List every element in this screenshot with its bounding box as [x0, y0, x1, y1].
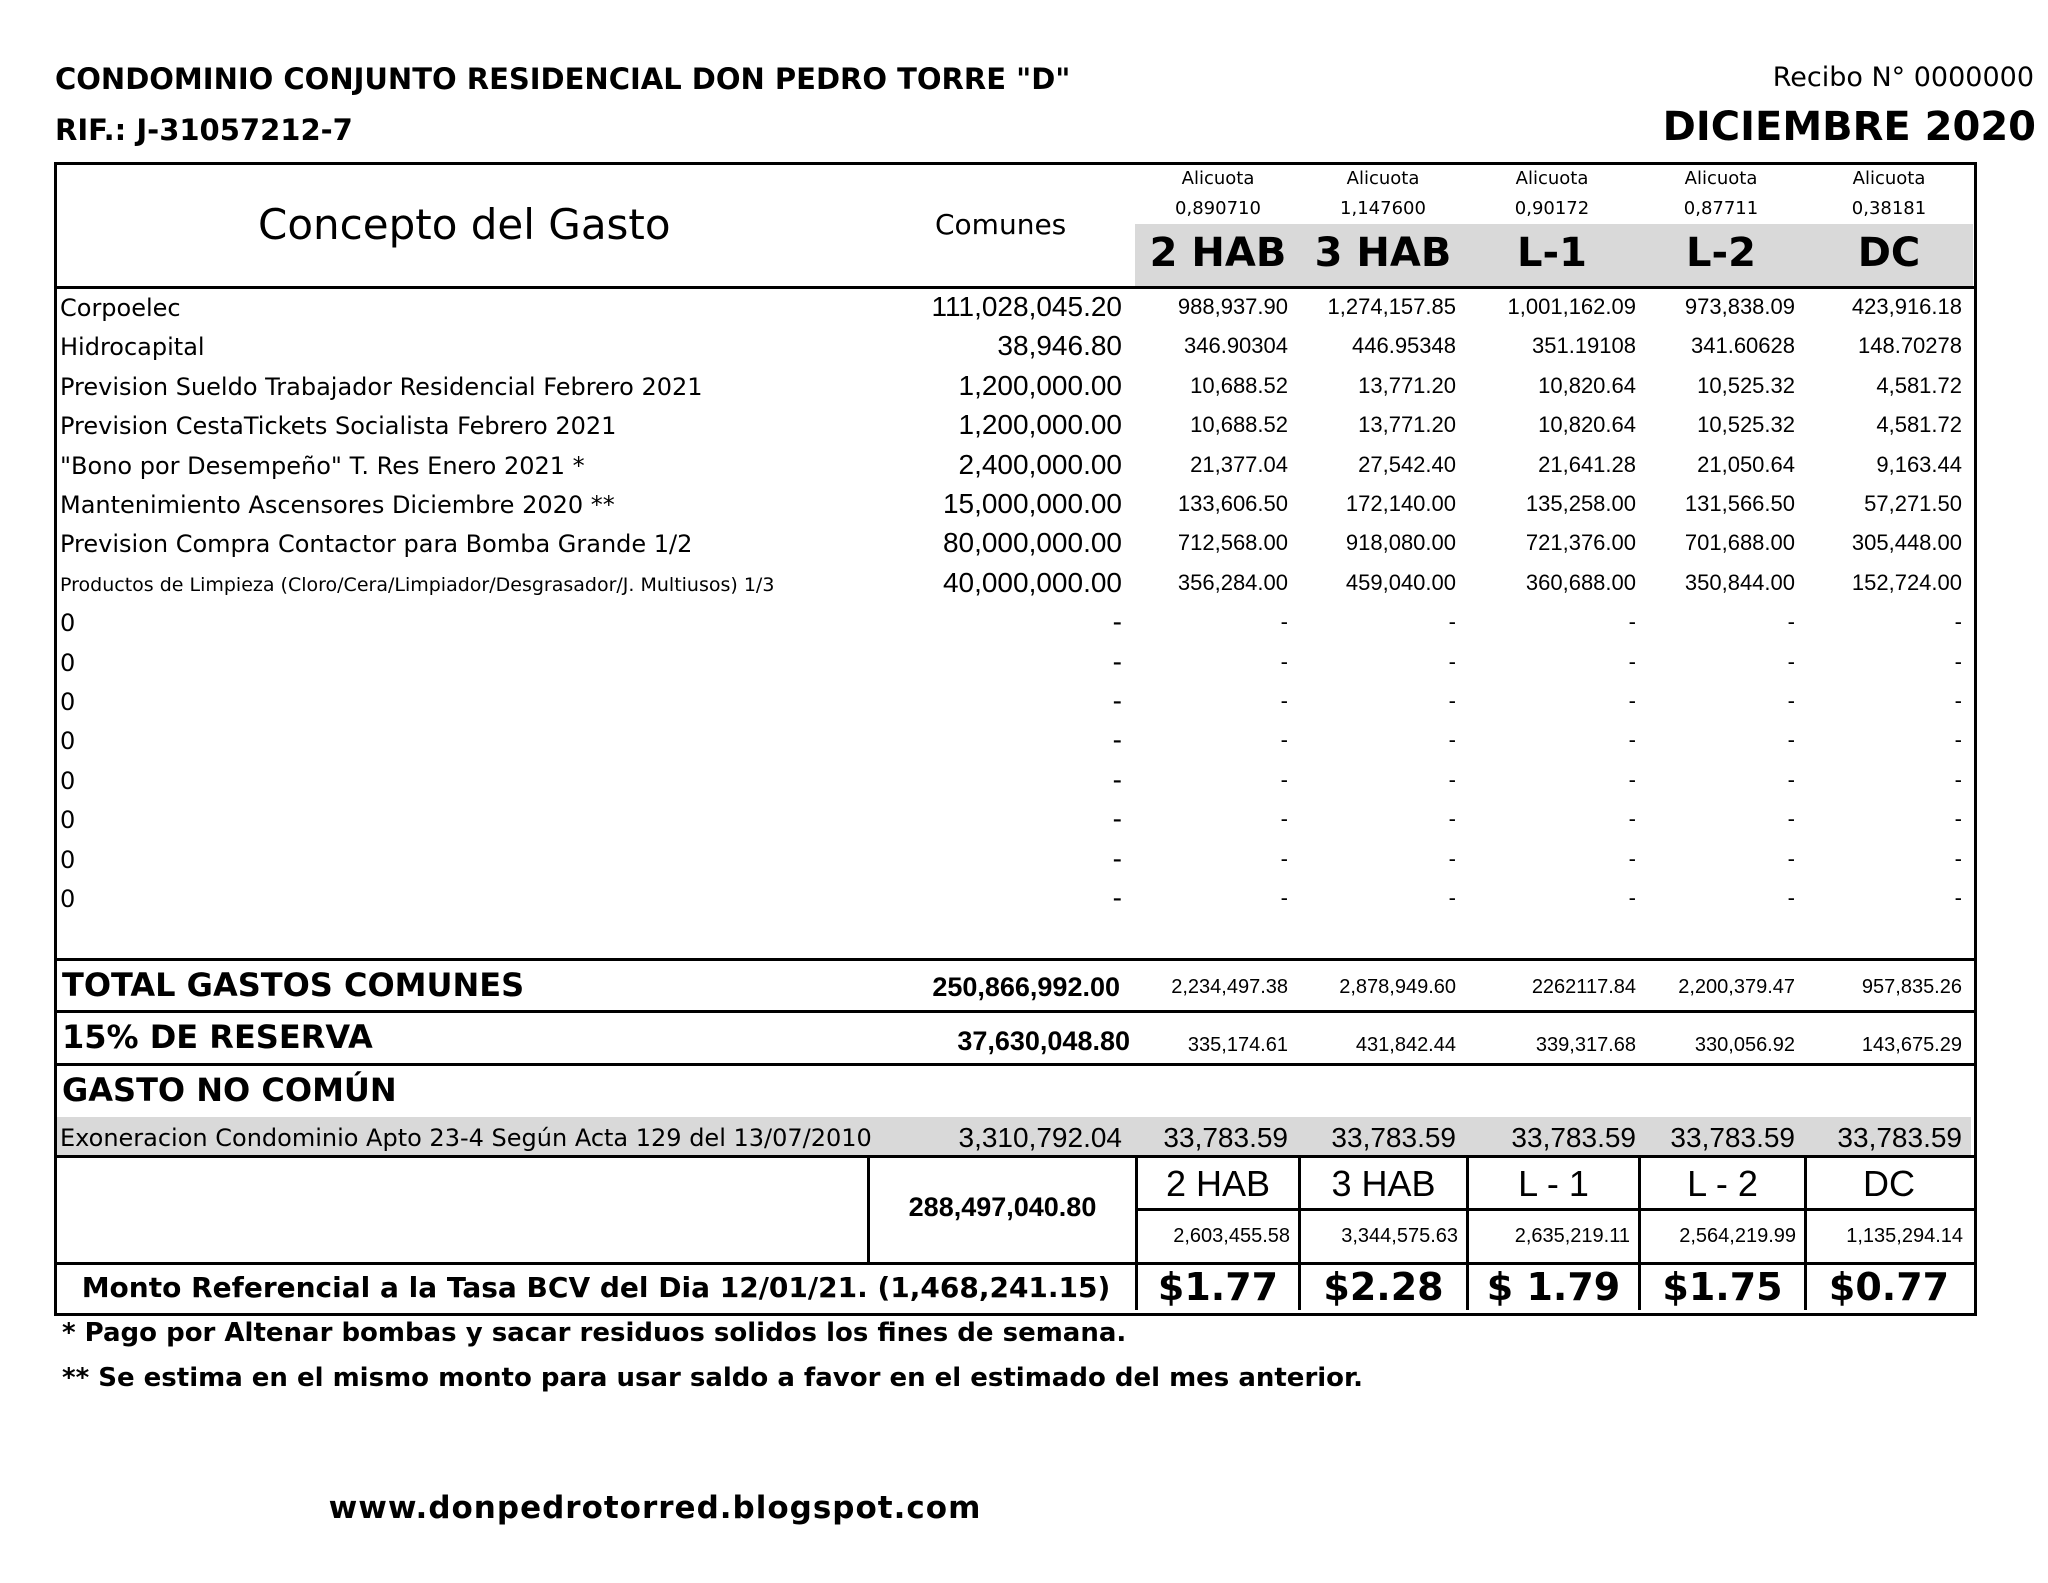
- row-value: -: [1787, 806, 1795, 832]
- condominium-name: CONDOMINIO CONJUNTO RESIDENCIAL DON PEDRO TORRE "D": [55, 62, 1071, 96]
- reference-label: Monto Referencial a la Tasa BCV del Dia 12/01/21. (1,468,241.15): [81, 1271, 1111, 1304]
- concept-header: Concepto del Gasto: [258, 200, 671, 249]
- common-header: Comunes: [935, 208, 1067, 241]
- row-common: -: [1112, 842, 1122, 874]
- rif-number: RIF.: J-31057212-7: [55, 113, 353, 147]
- totals-value: 957,835.26: [1861, 976, 1962, 998]
- totals-value: 2,200,379.47: [1678, 976, 1795, 998]
- row-value: 973,838.09: [1684, 294, 1795, 319]
- alicuota-value: 0,38181: [1851, 198, 1927, 219]
- row-value: 350,844.00: [1684, 569, 1795, 595]
- reference-usd-amount: $1.77: [1157, 1265, 1279, 1309]
- non_common-value: 33,783.59: [1331, 1122, 1456, 1153]
- row-value: 988,937.90: [1177, 294, 1288, 319]
- non-common-label: GASTO NO COMÚN: [62, 1071, 397, 1109]
- row-value: -: [1787, 648, 1795, 674]
- row-value: 918,080.00: [1345, 530, 1456, 556]
- row-value: 4,581.72: [1876, 412, 1962, 438]
- non_common-value: 33,783.59: [1837, 1122, 1962, 1153]
- row-concept: Mantenimiento Ascensores Diciembre 2020 **: [60, 491, 615, 519]
- row-value: -: [1787, 885, 1795, 910]
- row-concept: 0: [60, 688, 76, 716]
- row-value: 148.70278: [1858, 333, 1962, 359]
- row-value: -: [1448, 845, 1456, 871]
- alicuota-value: 0,87711: [1683, 198, 1759, 219]
- grand-total: 288,497,040.80: [908, 1192, 1097, 1222]
- row-value: 1,274,157.85: [1327, 294, 1456, 319]
- row-value: -: [1280, 727, 1288, 753]
- row-value: -: [1954, 766, 1962, 792]
- summary-value: 2,603,455.58: [1173, 1225, 1290, 1247]
- row-value: -: [1448, 688, 1456, 713]
- row-value: -: [1787, 766, 1795, 792]
- row-value: 21,050.64: [1697, 451, 1795, 477]
- alicuota-value: 1,147600: [1340, 198, 1426, 219]
- row-value: 10,688.52: [1190, 372, 1288, 398]
- row-value: 57,271.50: [1864, 491, 1962, 516]
- row-common: 40,000,000.00: [942, 566, 1122, 598]
- row-common: -: [1112, 685, 1122, 716]
- reference-usd-amount: $2.28: [1323, 1265, 1444, 1309]
- row-value: -: [1280, 885, 1288, 910]
- row-value: -: [1954, 688, 1962, 713]
- alicuota-label: Alicuota: [1852, 168, 1926, 189]
- row-value: -: [1448, 766, 1456, 792]
- unit-name-header: DC: [1857, 230, 1921, 276]
- row-common: 1,200,000.00: [958, 409, 1122, 441]
- reserve-value: 330,056.92: [1694, 1034, 1795, 1056]
- non-common-concept: Exoneracion Condominio Apto 23-4 Según Acta 129 del 13/07/2010: [60, 1124, 872, 1152]
- unit-name-header: L-2: [1686, 230, 1756, 276]
- summary-unit: L - 1: [1518, 1163, 1589, 1204]
- row-value: 1,001,162.09: [1507, 294, 1636, 319]
- totals-value: 2262117.84: [1531, 976, 1636, 998]
- row-common: -: [1112, 724, 1122, 756]
- row-value: 351.19108: [1532, 333, 1636, 359]
- row-value: -: [1954, 727, 1962, 753]
- row-value: 9,163.44: [1876, 451, 1962, 477]
- row-common: 2,400,000.00: [958, 448, 1122, 480]
- row-value: -: [1280, 688, 1288, 713]
- row-value: -: [1954, 648, 1962, 674]
- row-concept: 0: [60, 766, 76, 795]
- row-value: -: [1628, 609, 1636, 635]
- row-value: -: [1280, 766, 1288, 792]
- row-value: -: [1954, 806, 1962, 832]
- period-title: DICIEMBRE 2020: [1662, 104, 2036, 150]
- summary-unit: DC: [1863, 1163, 1915, 1204]
- reference-usd-amount: $0.77: [1828, 1265, 1950, 1309]
- summary-value: 1,135,294.14: [1846, 1225, 1963, 1247]
- alicuota-label: Alicuota: [1181, 168, 1255, 189]
- row-concept: 0: [60, 845, 76, 874]
- row-value: -: [1448, 648, 1456, 674]
- row-value: 10,820.64: [1538, 412, 1636, 438]
- row-value: -: [1954, 885, 1962, 910]
- reserve-value: 339,317.68: [1535, 1034, 1636, 1056]
- row-concept: Corpoelec: [60, 294, 181, 322]
- note-2: ** Se estima en el mismo monto para usar saldo a favor en el estimado del mes anterior.: [62, 1363, 1364, 1393]
- row-value: -: [1628, 845, 1636, 871]
- total-label: TOTAL GASTOS COMUNES: [62, 966, 525, 1004]
- alicuota-value: 0,890710: [1175, 198, 1261, 219]
- row-value: -: [1628, 648, 1636, 674]
- row-value: -: [1448, 806, 1456, 832]
- row-value: 13,771.20: [1358, 372, 1456, 398]
- alicuota-label: Alicuota: [1515, 168, 1589, 189]
- row-value: -: [1787, 688, 1795, 713]
- summary-unit: 2 HAB: [1165, 1163, 1271, 1204]
- row-value: -: [1448, 727, 1456, 753]
- row-value: 446.95348: [1352, 333, 1456, 359]
- row-value: 712,568.00: [1177, 530, 1288, 556]
- row-value: -: [1628, 688, 1636, 713]
- row-concept: 0: [60, 885, 76, 913]
- summary-value: 2,635,219.11: [1514, 1225, 1630, 1247]
- alicuota-value: 0,90172: [1514, 198, 1590, 219]
- row-common: 38,946.80: [997, 330, 1122, 362]
- row-value: -: [1787, 845, 1795, 871]
- row-concept: "Bono por Desempeño" T. Res Enero 2021 *: [60, 451, 585, 480]
- row-value: 459,040.00: [1345, 569, 1456, 595]
- totals-value: 2,878,949.60: [1339, 976, 1456, 998]
- row-value: -: [1280, 845, 1288, 871]
- row-common: -: [1112, 803, 1122, 835]
- alicuota-label: Alicuota: [1346, 168, 1420, 189]
- reserve-label: 15% DE RESERVA: [62, 1018, 373, 1056]
- row-common: -: [1112, 645, 1122, 677]
- total-common: 250,866,992.00: [932, 972, 1120, 1002]
- row-concept: Productos de Limpieza (Cloro/Cera/Limpiador/Desgrasador/J. Multiusos) 1/3: [60, 573, 775, 596]
- row-value: 721,376.00: [1525, 530, 1636, 556]
- row-value: 360,688.00: [1525, 569, 1636, 595]
- summary-unit: 3 HAB: [1331, 1163, 1436, 1204]
- row-concept: 0: [60, 648, 76, 677]
- row-value: -: [1787, 727, 1795, 753]
- row-value: -: [1787, 609, 1795, 635]
- row-common: 80,000,000.00: [942, 527, 1122, 559]
- non_common-value: 33,783.59: [1163, 1122, 1288, 1153]
- reserve-value: 143,675.29: [1861, 1034, 1962, 1056]
- reserve-value: 431,842.44: [1355, 1034, 1456, 1056]
- row-value: 10,688.52: [1190, 412, 1288, 438]
- row-value: 21,377.04: [1190, 451, 1288, 477]
- row-common: -: [1112, 882, 1122, 913]
- row-value: 10,525.32: [1697, 412, 1795, 438]
- unit-name-header: 2 HAB: [1149, 230, 1287, 276]
- row-value: 341.60628: [1691, 333, 1795, 359]
- summary-value: 2,564,219.99: [1679, 1225, 1796, 1247]
- row-value: -: [1628, 727, 1636, 753]
- row-value: 356,284.00: [1177, 569, 1288, 595]
- row-value: 10,820.64: [1538, 372, 1636, 398]
- row-concept: Hidrocapital: [60, 333, 205, 362]
- row-value: 172,140.00: [1345, 491, 1456, 516]
- row-value: 346.90304: [1184, 333, 1288, 359]
- row-value: 152,724.00: [1851, 569, 1962, 595]
- row-common: 15,000,000.00: [942, 488, 1122, 519]
- row-value: 701,688.00: [1684, 530, 1795, 556]
- reserve-value: 335,174.61: [1187, 1034, 1288, 1056]
- totals-value: 2,234,497.38: [1171, 976, 1288, 998]
- row-value: 133,606.50: [1177, 491, 1288, 516]
- row-value: 10,525.32: [1697, 372, 1795, 398]
- row-value: -: [1280, 806, 1288, 832]
- row-common: 111,028,045.20: [931, 291, 1122, 322]
- row-value: 13,771.20: [1358, 412, 1456, 438]
- summary-value: 3,344,575.63: [1341, 1225, 1458, 1247]
- row-concept: Prevision Sueldo Trabajador Residencial Febrero 2021: [60, 372, 703, 401]
- non_common-value: 33,783.59: [1511, 1122, 1636, 1153]
- unit-name-header: 3 HAB: [1314, 230, 1452, 276]
- row-common: -: [1112, 606, 1122, 638]
- unit-name-header: L-1: [1517, 230, 1587, 276]
- row-value: 27,542.40: [1358, 451, 1456, 477]
- reference-usd-amount: $1.75: [1662, 1265, 1783, 1309]
- row-concept: 0: [60, 727, 76, 756]
- row-value: 305,448.00: [1851, 530, 1962, 556]
- row-value: 4,581.72: [1876, 372, 1962, 398]
- non-common-common: 3,310,792.04: [958, 1122, 1122, 1153]
- note-1: * Pago por Altenar bombas y sacar residuos solidos los fines de semana.: [62, 1318, 1127, 1348]
- row-concept: Prevision CestaTickets Socialista Febrero 2021: [60, 412, 617, 441]
- row-value: -: [1448, 609, 1456, 635]
- row-value: -: [1954, 845, 1962, 871]
- row-value: -: [1448, 885, 1456, 910]
- row-concept: 0: [60, 806, 76, 835]
- row-value: 21,641.28: [1538, 451, 1636, 477]
- row-value: 135,258.00: [1525, 491, 1636, 516]
- row-common: 1,200,000.00: [958, 369, 1122, 401]
- row-common: -: [1112, 763, 1122, 795]
- row-value: 423,916.18: [1851, 294, 1962, 319]
- row-value: -: [1280, 648, 1288, 674]
- row-value: -: [1954, 609, 1962, 635]
- row-value: -: [1628, 806, 1636, 832]
- row-concept: 0: [60, 609, 76, 638]
- row-value: 131,566.50: [1684, 491, 1795, 516]
- row-value: -: [1628, 885, 1636, 910]
- non_common-value: 33,783.59: [1670, 1122, 1795, 1153]
- row-value: -: [1280, 609, 1288, 635]
- footer-url: www.donpedrotorred.blogspot.com: [328, 1490, 982, 1526]
- reserve-common: 37,630,048.80: [957, 1026, 1130, 1056]
- receipt-number: Recibo N° 0000000: [1772, 62, 2034, 93]
- alicuota-label: Alicuota: [1684, 168, 1758, 189]
- row-value: -: [1628, 766, 1636, 792]
- row-concept: Prevision Compra Contactor para Bomba Grande 1/2: [60, 530, 693, 559]
- reference-usd-amount: $ 1.79: [1486, 1265, 1621, 1309]
- summary-unit: L - 2: [1687, 1163, 1758, 1204]
